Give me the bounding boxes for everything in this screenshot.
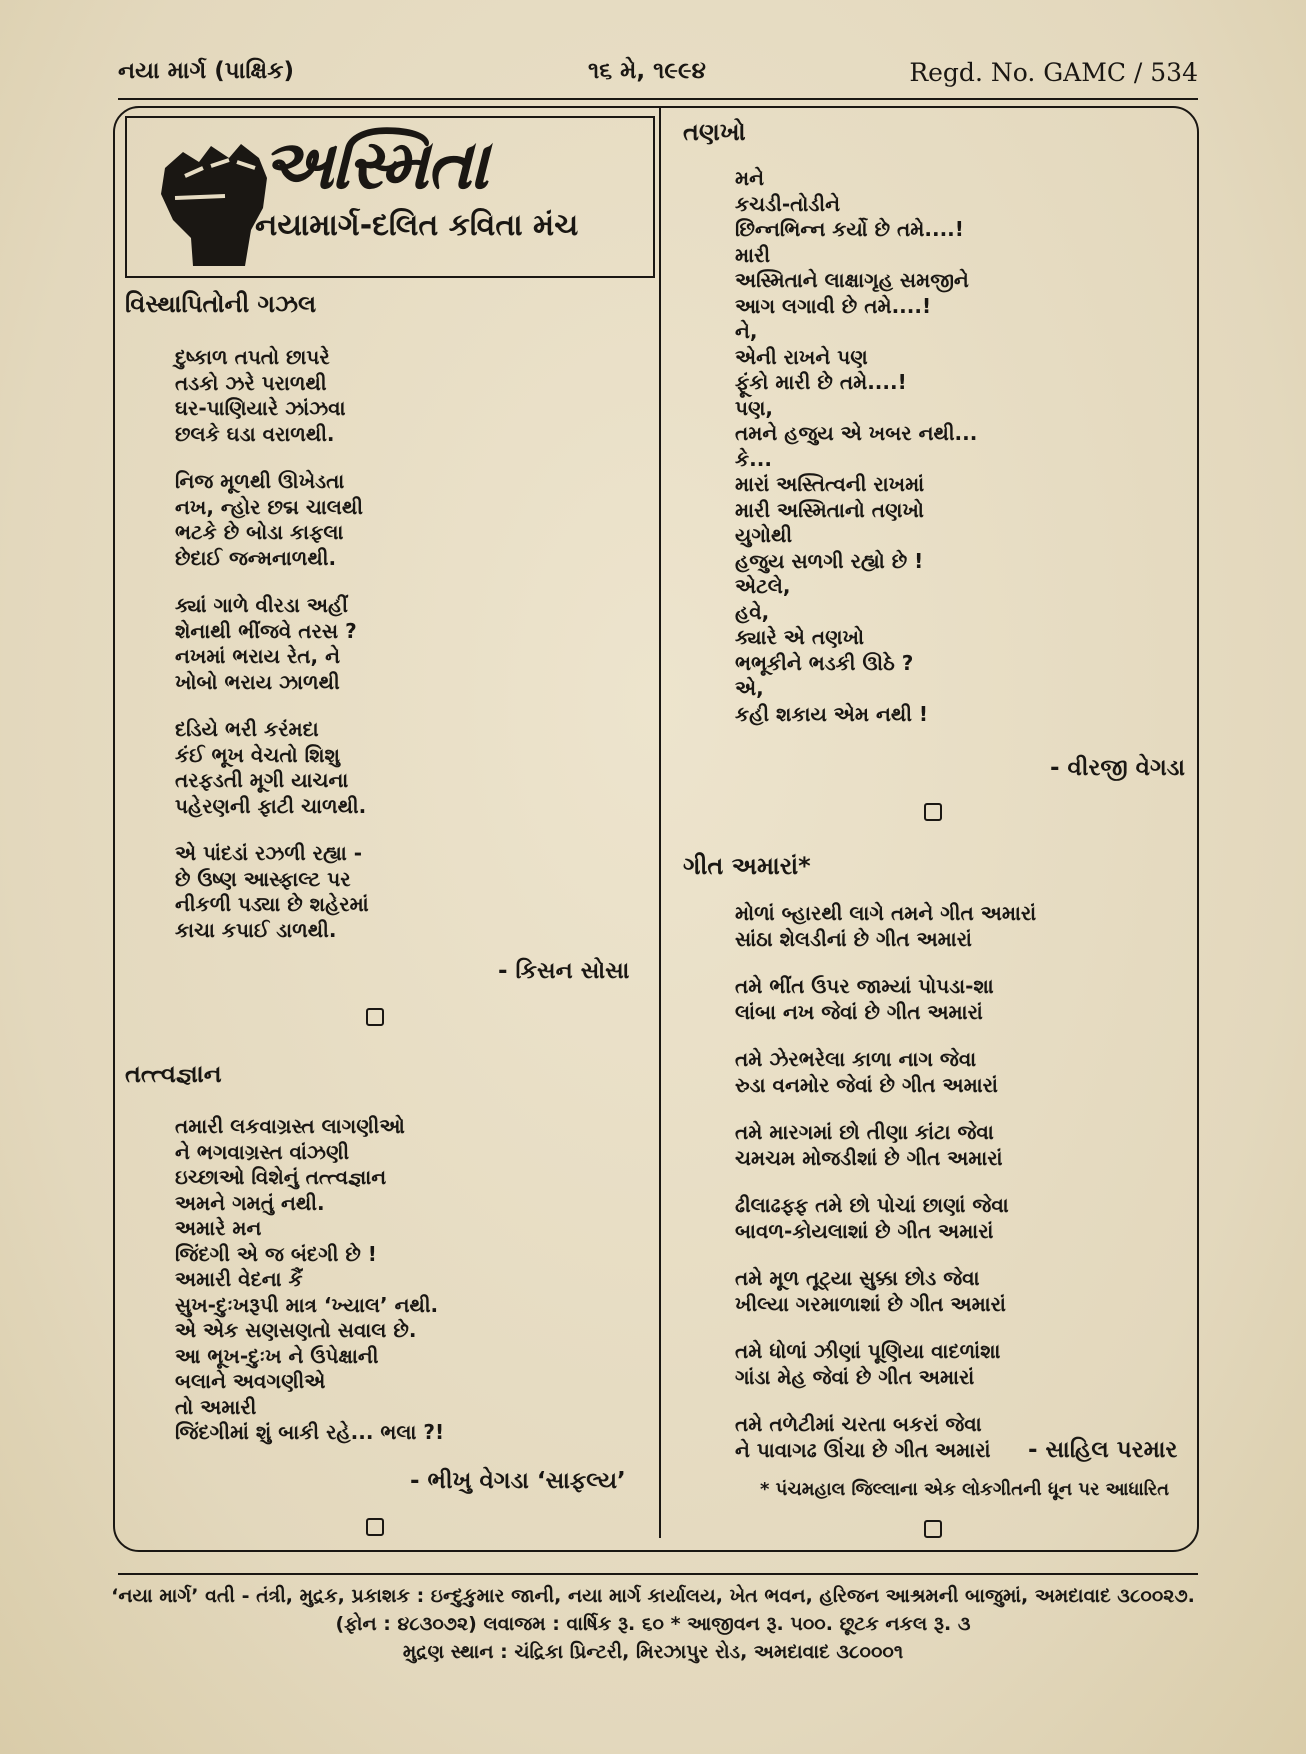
poem-line: એટલે,	[735, 574, 791, 598]
poem-line: તમે મૂળ તૂટ્યા સુક્કા છોડ જેવા	[735, 1266, 980, 1290]
poem-line: મારી અસ્મિતાનો તણખો	[735, 497, 924, 522]
poem-line: બલાને અવગણીએ	[175, 1369, 326, 1393]
stanza	[735, 1412, 1036, 1463]
stanza	[735, 1266, 1036, 1317]
poem-line: મારી	[735, 242, 771, 267]
poem-line: સાંઠા શેલડીનાં છે ગીત અમારાં	[735, 926, 972, 951]
poem-line: ઢીલાઢફ્ફ તમે છો પોચાં છાણાં જેવા	[735, 1193, 1009, 1217]
poem-line: રુડા વનમોર જેવાં છે ગીત અમારાં	[735, 1072, 998, 1097]
poem1-author: - કિસન સોસા	[498, 958, 630, 984]
poem-line: નીકળી પડ્યા છે શહેરમાં	[175, 892, 369, 916]
poem-line: ગાંડા મેહ જેવાં છે ગીત અમારાં	[735, 1364, 975, 1389]
poem-line: અમારી વેદના કૈં	[175, 1267, 303, 1291]
poem-line: આગ લગાવી છે તમે....!	[735, 293, 932, 318]
stanza	[735, 901, 1036, 952]
stanza	[735, 1047, 1036, 1098]
poem-line: કંઈ ભૂખ વેચતો શિશુ	[175, 742, 340, 767]
stanza	[175, 469, 369, 571]
poem-line: ફૂંકો મારી છે તમે....!	[735, 370, 907, 394]
poem-line: સુખ-દુઃખરૂપી માત્ર ‘ખ્યાલ’ નથી.	[175, 1292, 439, 1317]
poem-line: જિંદગી એ જ બંદગી છે !	[175, 1241, 377, 1266]
poem-line: તરફડતી મૂગી યાચના	[175, 768, 349, 792]
poem-line: ભટકે છે બોડા કાફલા	[175, 520, 344, 544]
stanza	[735, 1339, 1036, 1390]
poem-line: યુગોથી	[735, 523, 793, 547]
poem-line: નખમાં ભરાય રેત, ને	[175, 644, 340, 668]
page-header	[118, 58, 1198, 98]
poem1-title: વિસ્થાપિતોની ગઝલ	[125, 290, 317, 318]
footer-rule	[118, 1573, 1198, 1575]
section-end-box-icon	[924, 1520, 942, 1538]
poem-line: હજુય સળગી રહ્યો છે !	[735, 548, 924, 573]
poem4-body	[735, 901, 1036, 1485]
poem-line: છે ઉષ્ણ આસ્ફાલ્ટ પર	[175, 866, 351, 891]
poem-line: તમે ધોળાં ઝીણાં પૂણિયા વાદળાંશા	[735, 1339, 1001, 1363]
asmita-logo-banner	[125, 116, 655, 278]
poem-line: પણ,	[735, 395, 774, 420]
section-end-box-icon	[366, 1008, 384, 1026]
poem-line: ને ભગવાગ્રસ્ત વાંઝણી	[175, 1139, 350, 1164]
poem-line: એ,	[735, 676, 764, 700]
poem3-title: તણખો	[683, 118, 746, 146]
poem3-author: - વીરજી વેગડા	[1050, 755, 1186, 781]
stanza	[735, 1193, 1036, 1244]
poem-line: તમે ભીંત ઉપર જામ્યાં પોપડા-શા	[735, 974, 994, 998]
poem2-body	[175, 1114, 444, 1446]
poem-line: મોળાં બ્હારથી લાગે તમને ગીત અમારાં	[735, 901, 1037, 925]
poem-line: જિંદગીમાં શું બાકી રહે... ભલા ?!	[175, 1420, 445, 1444]
poem-line: નિજ મૂળથી ઊખેડતા	[175, 469, 345, 493]
poem-line: ક્યારે એ તણખો	[735, 625, 864, 649]
poem3-body	[735, 166, 977, 727]
poem-line: દડિયે ભરી કરંમદા	[175, 717, 319, 741]
poem-line: તમે તળેટીમાં ચરતા બકરાં જેવા	[735, 1412, 982, 1436]
poem1-body	[175, 345, 369, 965]
poem-line: મારાં અસ્તિત્વની રાખમાં	[735, 472, 925, 496]
poem-line: દુષ્કાળ તપતો છાપરે	[175, 345, 330, 369]
poem-line: નખ, ન્હોર છદ્મ ચાલથી	[175, 494, 363, 519]
registration-number: Regd. No. GAMC / 534	[909, 58, 1198, 87]
poem-line: તમે ઝેરભરેલા કાળા નાગ જેવા	[735, 1047, 977, 1071]
poem-line: ખીલ્યા ગરમાળાશાં છે ગીત અમારાં	[735, 1291, 1006, 1316]
raised-fist-icon	[155, 138, 275, 268]
imprint-line-2: (ફોન : ૪૮૩૦૭૨) લવાજમ : વાર્ષિક રૂ. ૬૦ * આજીવન રૂ. ૫૦૦. છૂટક નકલ રૂ. ૩	[335, 1613, 971, 1635]
poem-line: ઇચ્છાઓ વિશેનું તત્ત્વજ્ઞાન	[175, 1165, 387, 1189]
stanza	[175, 345, 369, 447]
poem-line: છલકે ઘડા વરાળથી.	[175, 421, 335, 446]
poem-line: ભભૂકીને ભડકી ઊઠે ?	[735, 650, 914, 675]
poem-line: ચમચમ મોજડીશાં છે ગીત અમારાં	[735, 1145, 1003, 1170]
poem-line: અમને ગમતું નથી.	[175, 1190, 325, 1215]
poem-line: આ ભૂખ-દુઃખ ને ઉપેક્ષાની	[175, 1343, 379, 1368]
poem-line: તો અમારી	[175, 1394, 257, 1419]
poem-line: બાવળ-કોયલાશાં છે ગીત અમારાં	[735, 1218, 994, 1243]
poem-line: એની રાખને પણ	[735, 344, 868, 369]
poem-line: ને,	[735, 319, 758, 343]
poem2-title: તત્ત્વજ્ઞાન	[125, 1060, 222, 1088]
poem4-title: ગીત અમારાં*	[683, 852, 811, 880]
stanza	[175, 841, 369, 943]
logo-title: અસ્મિતા	[262, 126, 487, 205]
section-end-box-icon	[924, 803, 942, 821]
publication-name: નયા માર્ગ (પાક્ષિક)	[118, 58, 295, 84]
column-divider	[659, 108, 661, 1538]
poem4-footnote: * પંચમહાલ જિલ્લાના એક લોકગીતની ધૂન પર આધારિત	[760, 1479, 1170, 1500]
stanza	[735, 974, 1036, 1025]
stanza	[175, 717, 369, 819]
poem-line: કાચા કપાઈ ડાળથી.	[175, 917, 337, 942]
poem-line: હવે,	[735, 599, 770, 624]
poem-line: ને પાવાગઢ ઊંચા છે ગીત અમારાં	[735, 1437, 991, 1462]
stanza	[735, 1120, 1036, 1171]
poem-line: તમારી લકવાગ્રસ્ત લાગણીઓ	[175, 1114, 405, 1138]
poem-line: તમે મારગમાં છો તીણા કાંટા જેવા	[735, 1120, 994, 1144]
header-rule	[118, 98, 1198, 100]
poem-line: તમને હજુય એ ખબર નથી...	[735, 421, 978, 445]
poem-line: એ પાંદડાં રઝળી રહ્યા -	[175, 841, 362, 865]
section-end-box-icon	[366, 1518, 384, 1536]
poem-line: અમારે મન	[175, 1216, 262, 1240]
poem-line: લાંબા નખ જેવાં છે ગીત અમારાં	[735, 999, 983, 1024]
poem-line: અસ્મિતાને લાક્ષાગૃહ સમજીને	[735, 268, 969, 292]
poem-line: એ એક સણસણતો સવાલ છે.	[175, 1318, 417, 1342]
poem-line: ખોબો ભરાય ઝાળથી	[175, 669, 340, 694]
imprint-footer	[100, 1582, 1206, 1666]
poem-line: ક્યાં ગાળે વીરડા અહીં	[175, 593, 348, 617]
poem-line: છિન્નભિન્ન કર્યો છે તમે....!	[735, 217, 964, 241]
poem-line: ઘર-પાણિયારે ઝાંઝવા	[175, 396, 346, 420]
logo-subtitle: નયામાર્ગ-દલિત કવિતા મંચ	[255, 208, 579, 243]
poem-line: છેદાઈ જન્મનાળથી.	[175, 545, 337, 570]
poem-line: મને	[735, 166, 765, 190]
poem4-author: - સાહિલ પરમાર	[1028, 1437, 1178, 1463]
poem-line: કહી શકાય એમ નથી !	[735, 701, 929, 726]
poem-line: તડકો ઝરે પરાળથી	[175, 370, 327, 395]
stanza	[175, 593, 369, 695]
poem-line: કચડી-તોડીને	[735, 191, 840, 216]
poem-line: શેનાથી ભીંજવે તરસ ?	[175, 618, 357, 643]
poem-line: પહેરણની ફાટી ચાળથી.	[175, 793, 367, 818]
imprint-line-3: મુદ્રણ સ્થાન : ચંદ્રિકા પ્રિન્ટરી, મિરઝાપુર રોડ, અમદાવાદ ૩૮૦૦૦૧	[402, 1641, 904, 1663]
imprint-line-1: ‘નયા માર્ગ’ વતી - તંત્રી, મુદ્રક, પ્રકાશક : ઇન્દુકુમાર જાની, નયા માર્ગ કાર્યાલય, ખેત ભવન, હરિજન આશ્રમની બાજુમાં, અમદાવાદ ૩૮૦૦૨૭.	[111, 1585, 1195, 1607]
poem2-author: - ભીખુ વેગડા ‘સાફલ્ય’	[410, 1468, 626, 1494]
issue-date: ૧૬ મે, ૧૯૯૪	[588, 58, 706, 84]
poem-line: કે...	[735, 446, 772, 471]
